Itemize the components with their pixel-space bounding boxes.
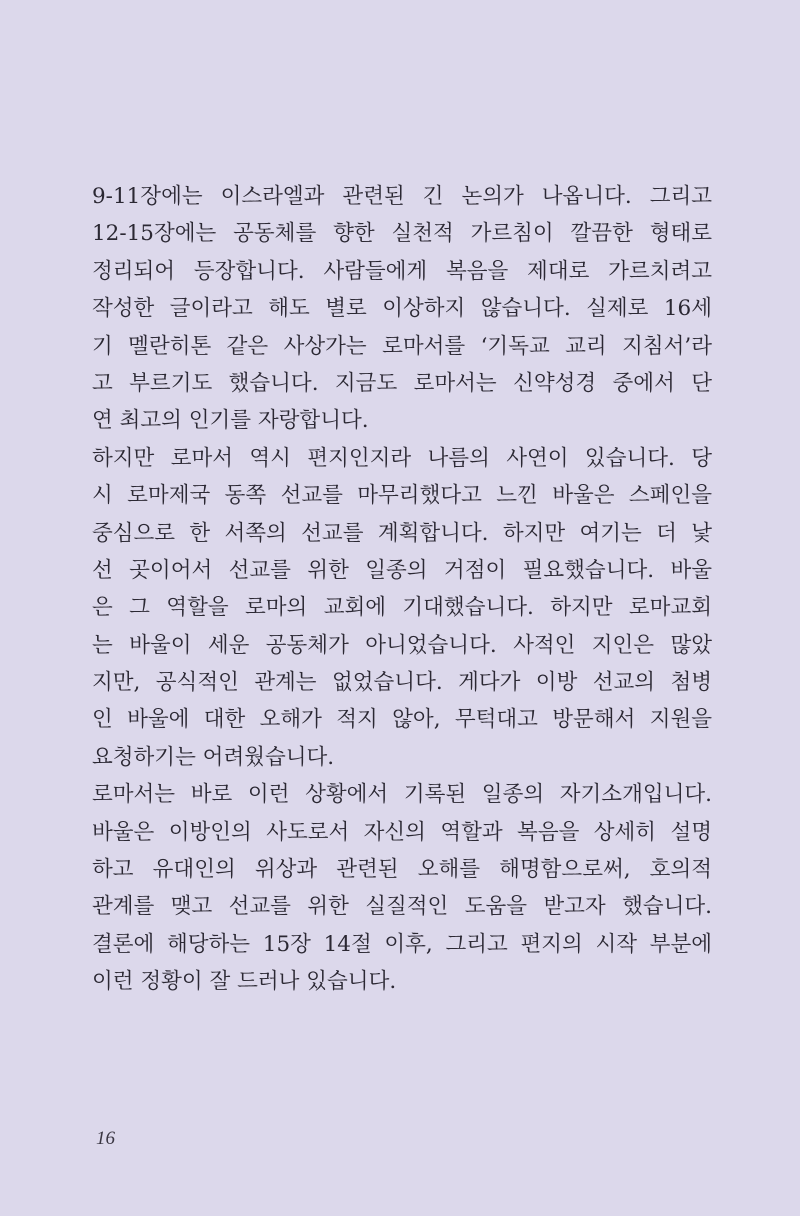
text-line: 연 최고의 인기를 자랑합니다. [92,408,369,434]
body-text [92,178,712,1001]
page-number: 16 [96,1128,115,1149]
text-line: 결론에 해당하는 15장 14절 이후, 그리고 편지의 시작 부분에 [92,931,712,957]
text-line: 고 부르기도 했습니다. 지금도 로마서는 신약성경 중에서 단 [92,370,712,396]
text-line: 시 로마제국 동쪽 선교를 마무리했다고 느낀 바울은 스페인을 [92,483,712,509]
text-line: 선 곳이어서 선교를 위한 일종의 거점이 필요했습니다. 바울 [92,557,712,583]
paragraph-1 [92,178,712,440]
paragraph-3 [92,776,712,1000]
paragraph-2 [92,440,712,777]
text-line: 바울은 이방인의 사도로서 자신의 역할과 복음을 상세히 설명 [92,819,712,845]
text-line: 인 바울에 대한 오해가 적지 않아, 무턱대고 방문해서 지원을 [92,707,712,733]
text-line: 하고 유대인의 위상과 관련된 오해를 해명함으로써, 호의적 [92,857,712,883]
text-line: 하지만 로마서 역시 편지인지라 나름의 사연이 있습니다. 당 [92,445,712,471]
text-line: 요청하기는 어려웠습니다. [92,744,335,770]
text-line: 12-15장에는 공동체를 향한 실천적 가르침이 깔끔한 형태로 [92,221,712,247]
text-line: 로마서는 바로 이런 상황에서 기록된 일종의 자기소개입니다. [92,782,712,808]
text-line: 중심으로 한 서쪽의 선교를 계획합니다. 하지만 여기는 더 낯 [92,520,712,546]
text-line: 9-11장에는 이스라엘과 관련된 긴 논의가 나옵니다. 그리고 [92,184,712,209]
text-line: 정리되어 등장합니다. 사람들에게 복음을 제대로 가르치려고 [92,258,712,284]
text-line: 작성한 글이라고 해도 별로 이상하지 않습니다. 실제로 16세 [92,296,712,322]
text-line: 는 바울이 세운 공동체가 아니었습니다. 사적인 지인은 많았 [92,632,712,658]
text-line: 관계를 맺고 선교를 위한 실질적인 도움을 받고자 했습니다. [92,894,712,920]
text-line: 이런 정황이 잘 드러나 있습니다. [92,969,397,995]
text-line: 지만, 공식적인 관계는 없었습니다. 게다가 이방 선교의 첨병 [92,670,712,696]
text-line: 기 멜란히톤 같은 사상가는 로마서를 ‘기독교 교리 지침서’라 [92,333,712,359]
text-line: 은 그 역할을 로마의 교회에 기대했습니다. 하지만 로마교회 [92,595,712,621]
